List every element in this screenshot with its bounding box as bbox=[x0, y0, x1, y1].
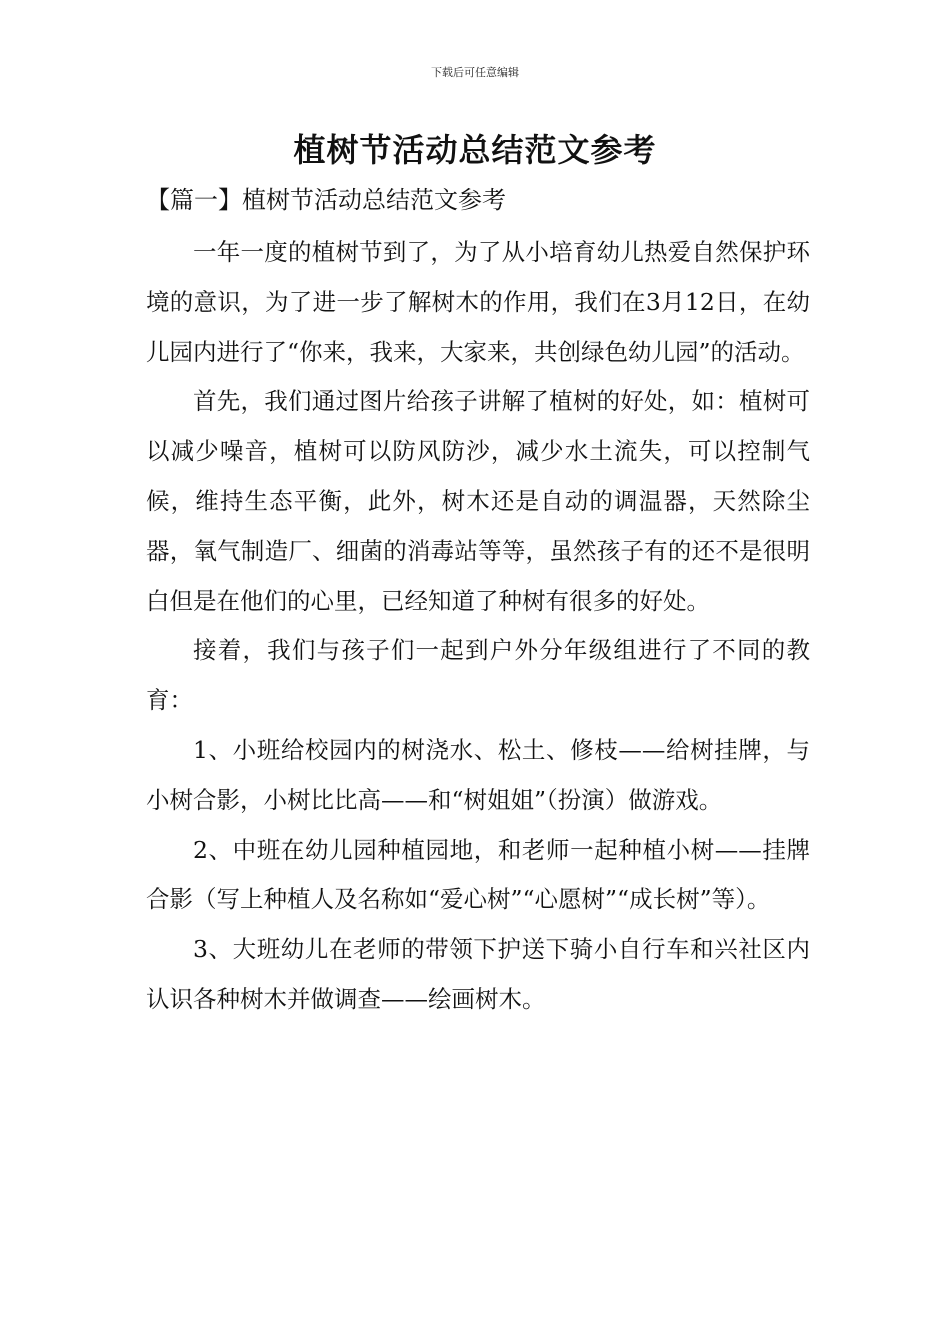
paragraph-middle-class: 2、中班在幼儿园种植园地，和老师一起种植小树——挂牌合影（写上种植人及名称如“爱心树”“心愿树”“成长树”等）。 bbox=[146, 835, 810, 914]
paragraph-intro: 一年一度的植树节到了，为了从小培育幼儿热爱自然保护环境的意识，为了进一步了解树木的作用，我们在3月12日，在幼儿园内进行了“你来，我来，大家来，共创绿色幼儿园”的活动。 bbox=[146, 238, 810, 366]
document-title: 植树节活动总结范文参考 bbox=[293, 131, 657, 169]
paragraph-benefits: 首先，我们通过图片给孩子讲解了植树的好处，如：植树可以减少噪音，植树可以防风防沙，减少水土流失，可以控制气候，维持生态平衡，此外，树木还是自动的调温器，天然除尘器，氧气制造厂、细菌的消毒站等等，虽然孩子有的还不是很明白但是在他们的心里，已经知道了种树有很多的好处。 bbox=[146, 387, 810, 615]
paragraph-small-class: 1、小班给校园内的树浇水、松土、修枝——给树挂牌，与小树合影，小树比比高——和“树姐姐”（扮演）做游戏。 bbox=[146, 735, 810, 814]
section-heading: 【篇一】植树节活动总结范文参考 bbox=[146, 186, 506, 214]
header-note: 下载后可任意编辑 bbox=[431, 66, 519, 79]
paragraph-activities-intro: 接着，我们与孩子们一起到户外分年级组进行了不同的教育： bbox=[146, 636, 810, 715]
body-text bbox=[146, 228, 810, 1025]
paragraph-large-class: 3、大班幼儿在老师的带领下护送下骑小自行车和兴社区内认识各种树木并做调查——绘画树木。 bbox=[146, 935, 810, 1013]
